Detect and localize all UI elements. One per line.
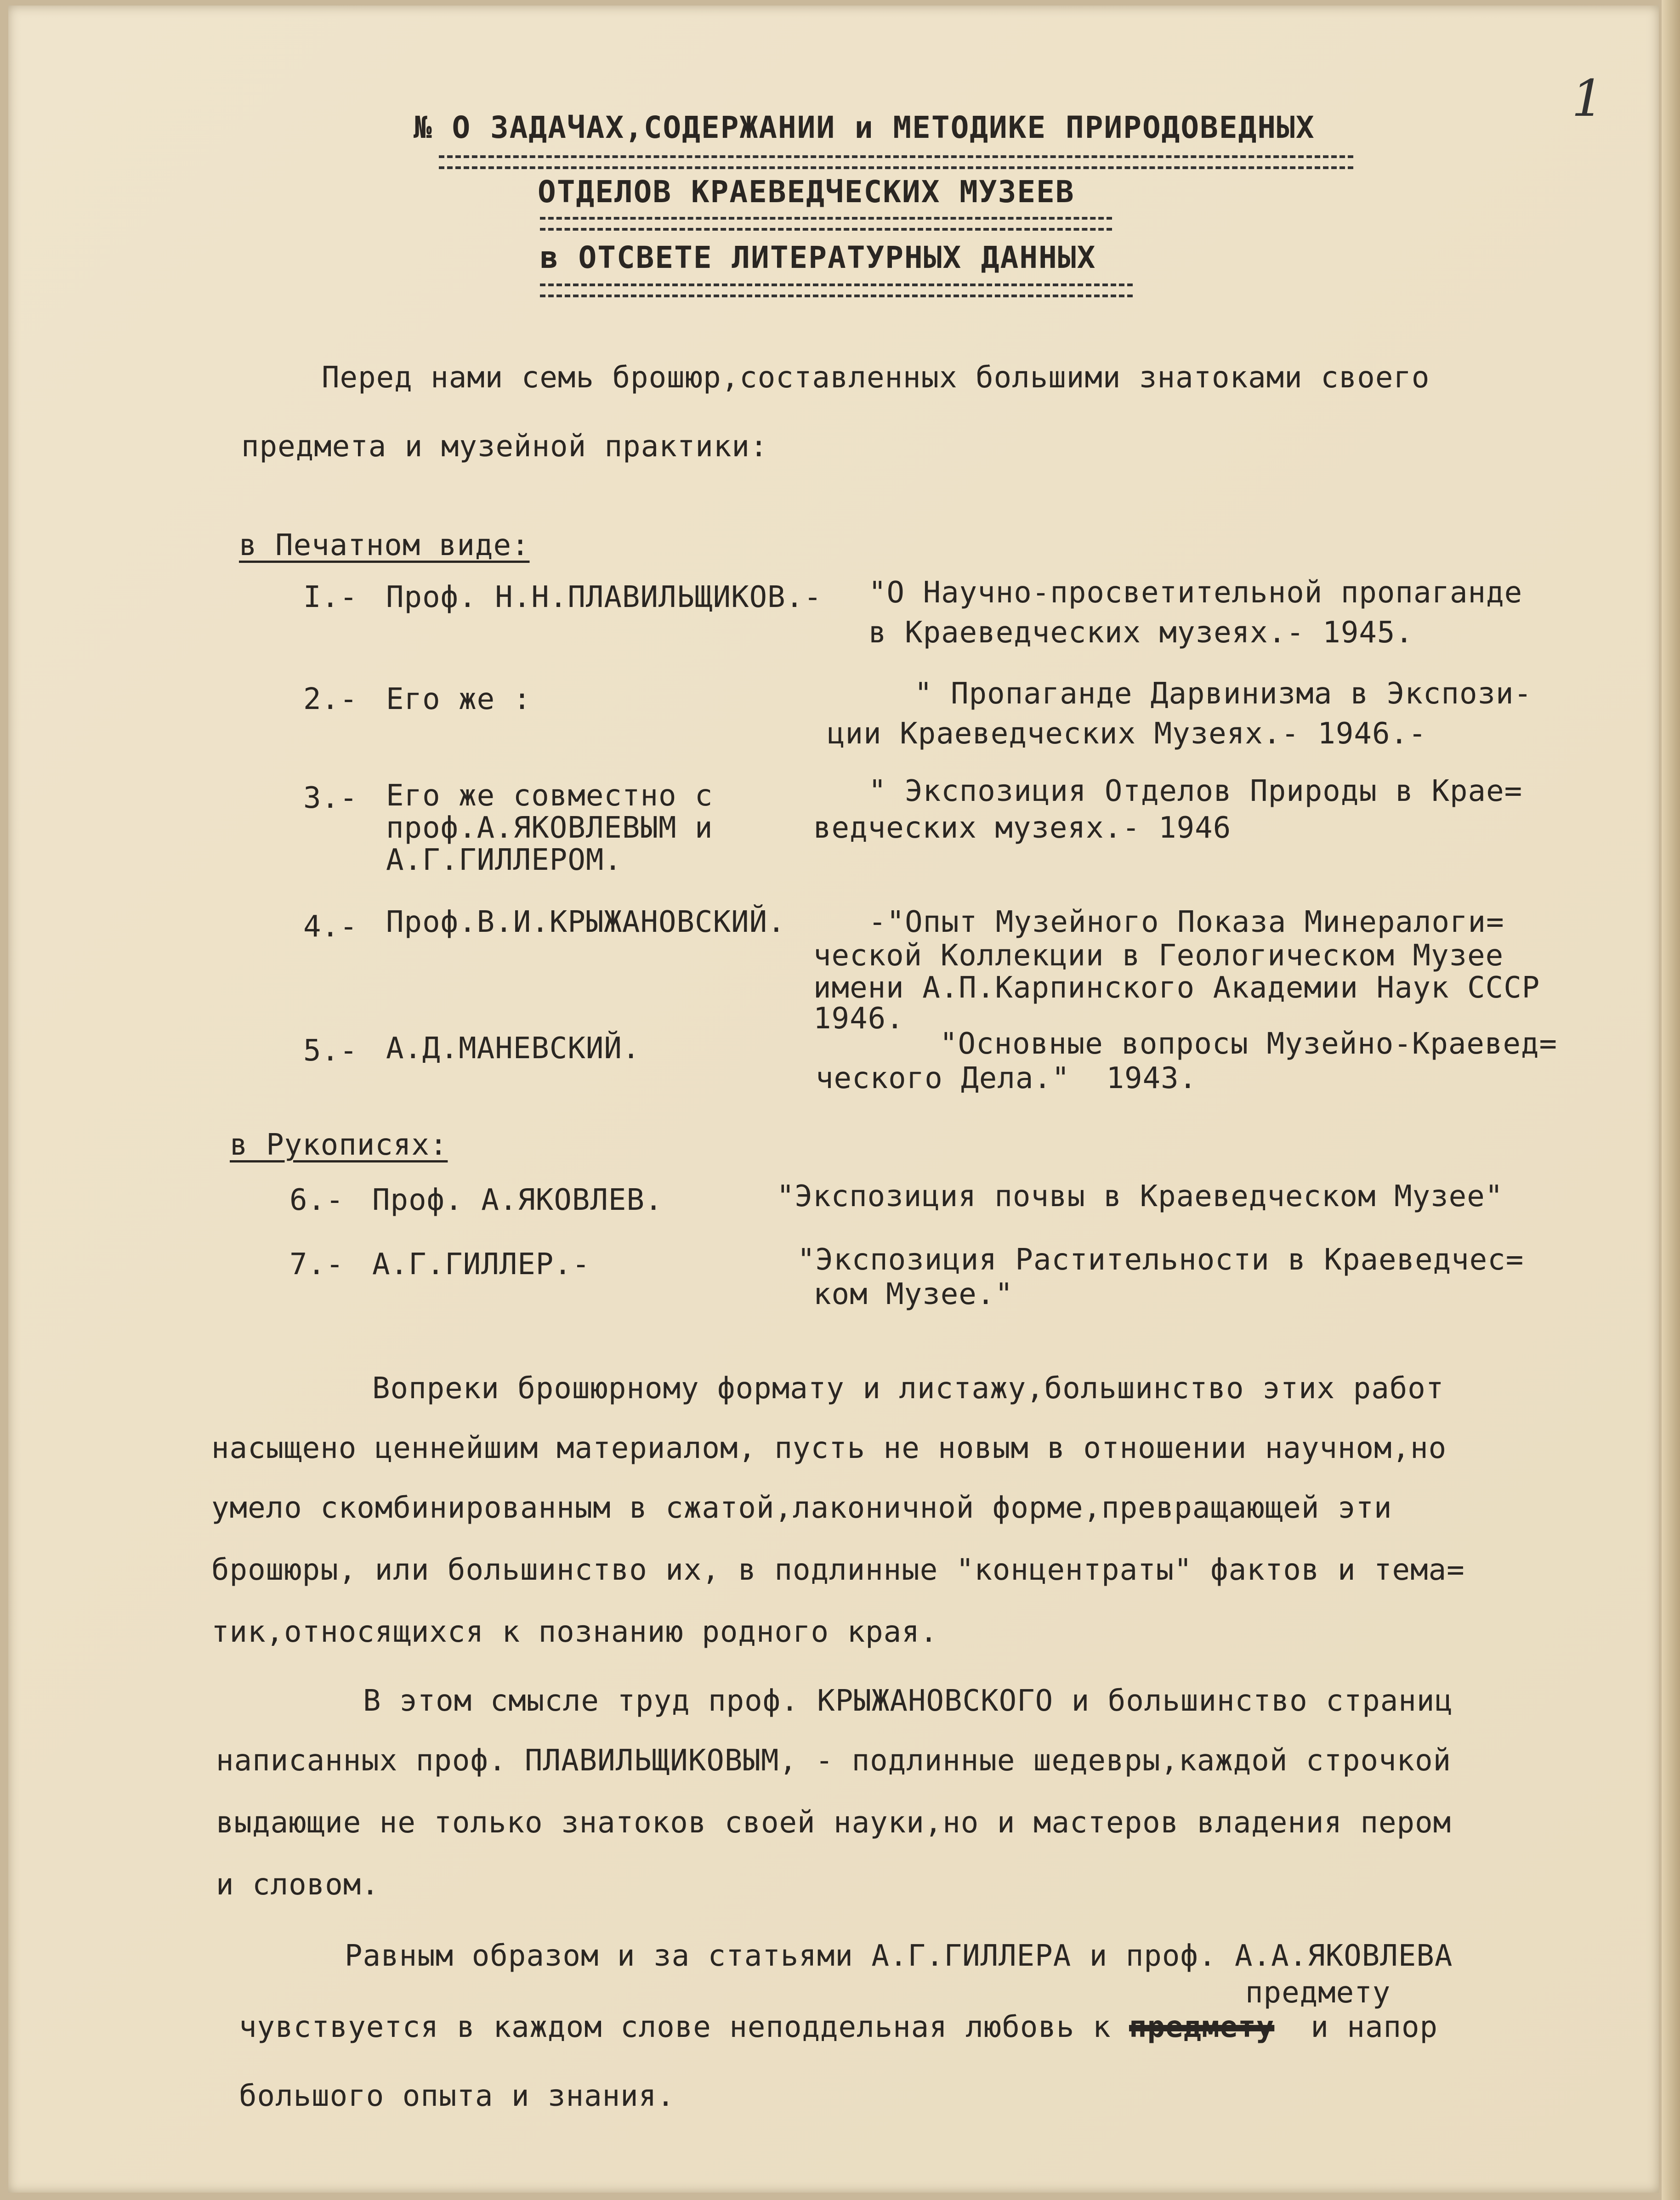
item-4-title-3: имени А.П.Карпинского Академии Наук СССР xyxy=(813,971,1540,1005)
item-5-title-2: ческого Дела." 1943. xyxy=(816,1061,1198,1095)
item-2-title-1: " Пропаганде Дарвинизма в Экспози- xyxy=(914,677,1532,711)
page-edge xyxy=(1662,0,1680,2200)
title-line-3: в ОТСВЕТЕ ЛИТЕРАТУРНЫХ ДАННЫХ xyxy=(540,240,1096,275)
item-2-author: Его же : xyxy=(386,682,532,716)
item-1-title-2: в Краеведческих музеях.- 1945. xyxy=(868,616,1413,650)
para1-line-4: брошюры, или большинство их, в подлинные "концентраты" фактов и тема= xyxy=(211,1553,1465,1587)
para1-line-5: тик,относящихся к познанию родного края. xyxy=(211,1615,938,1649)
item-5-num: 5.- xyxy=(303,1034,358,1068)
item-4-title-1: -"Опыт Музейного Показа Минералоги= xyxy=(868,905,1504,939)
title-rule-2 xyxy=(540,217,1112,231)
section-manuscript: в Рукописях: xyxy=(230,1128,448,1162)
title-rule-3 xyxy=(540,284,1133,297)
struck-word: предмету xyxy=(1129,2010,1275,2044)
para3-line-3: большого опыта и знания. xyxy=(239,2079,675,2113)
item-1-title-1: "О Научно-просветительной пропаганде xyxy=(868,576,1523,610)
item-2-num: 2.- xyxy=(303,682,358,716)
item-3-author-2: проф.А.ЯКОВЛЕВЫМ и xyxy=(386,811,713,845)
para3-line-2-a: чувствуется в каждом слове неподдельная любовь к xyxy=(239,2010,1129,2044)
para3-insertion: предмету xyxy=(1245,1976,1391,2010)
title-line-2: ОТДЕЛОВ КРАЕВЕДЧЕСКИХ МУЗЕЕВ xyxy=(538,174,1075,210)
item-3-author-1: Его же совместно с xyxy=(386,779,713,813)
item-4-num: 4.- xyxy=(303,910,358,944)
item-3-title-1: " Экспозиция Отделов Природы в Крае= xyxy=(868,774,1523,808)
item-7-num: 7.- xyxy=(289,1247,344,1281)
item-7-title-2: ком Музее." xyxy=(813,1277,1013,1311)
item-4-title-2: ческой Коллекции в Геологическом Музее xyxy=(813,939,1504,973)
intro-line-2: предмета и музейной практики: xyxy=(241,430,768,464)
item-2-title-2: ции Краеведческих Музеях.- 1946.- xyxy=(827,717,1427,751)
para2-line-4: и словом. xyxy=(216,1868,380,1902)
para1-line-2: насыщено ценнейшим материалом, пусть не новым в отношении научном,но xyxy=(211,1431,1447,1465)
document-page xyxy=(8,6,1659,2193)
item-1-num: I.- xyxy=(303,580,358,614)
item-3-author-3: А.Г.ГИЛЛЕРОМ. xyxy=(386,843,622,877)
item-3-title-2: ведческих музеях.- 1946 xyxy=(813,811,1232,845)
item-5-title-1: "Основные вопросы Музейно-Краевед= xyxy=(940,1027,1558,1061)
item-1-author: Проф. Н.Н.ПЛАВИЛЬЩИКОВ.- xyxy=(386,580,822,614)
page-number: 1 xyxy=(1572,69,1604,128)
item-7-title-1: "Экспозиция Растительности в Краеведчес= xyxy=(797,1243,1524,1277)
intro-line-1: Перед нами семь брошюр,составленных большими знатоками своего xyxy=(322,361,1430,395)
section-printed: в Печатном виде: xyxy=(239,528,530,562)
title-line-1: № О ЗАДАЧАХ,СОДЕРЖАНИИ и МЕТОДИКЕ ПРИРОДОВЕДНЫХ xyxy=(414,110,1315,145)
para1-line-1: Вопреки брошюрному формату и листажу,большинство этих работ xyxy=(372,1372,1444,1406)
para3-line-2-b: и напор xyxy=(1274,2010,1438,2044)
item-6-author: Проф. А.ЯКОВЛЕВ. xyxy=(372,1183,663,1217)
item-3-num: 3.- xyxy=(303,781,358,815)
para2-line-3: выдающие не только знатоков своей науки,но и мастеров владения пером xyxy=(216,1806,1452,1840)
para2-line-1: В этом смысле труд проф. КРЫЖАНОВСКОГО и большинство страниц xyxy=(363,1684,1453,1718)
para2-line-2: написанных проф. ПЛАВИЛЬЩИКОВЫМ, - подлинные шедевры,каждой строчкой xyxy=(216,1744,1452,1778)
para3-line-2 xyxy=(239,2010,1438,2044)
title-rule-1 xyxy=(439,155,1353,169)
item-6-num: 6.- xyxy=(289,1183,344,1217)
item-4-title-4: 1946. xyxy=(813,1002,904,1036)
item-5-author: А.Д.МАНЕВСКИЙ. xyxy=(386,1032,641,1066)
item-4-author: Проф.В.И.КРЫЖАНОВСКИЙ. xyxy=(386,905,786,939)
para1-line-3: умело скомбинированным в сжатой,лаконичной форме,превращающей эти xyxy=(211,1491,1392,1525)
item-7-author: А.Г.ГИЛЛЕР.- xyxy=(372,1247,590,1281)
item-6-title-1: "Экспозиция почвы в Краеведческом Музее" xyxy=(777,1179,1504,1213)
para3-line-1: Равным образом и за статьями А.Г.ГИЛЛЕРА и проф. А.А.ЯКОВЛЕВА xyxy=(345,1939,1453,1973)
